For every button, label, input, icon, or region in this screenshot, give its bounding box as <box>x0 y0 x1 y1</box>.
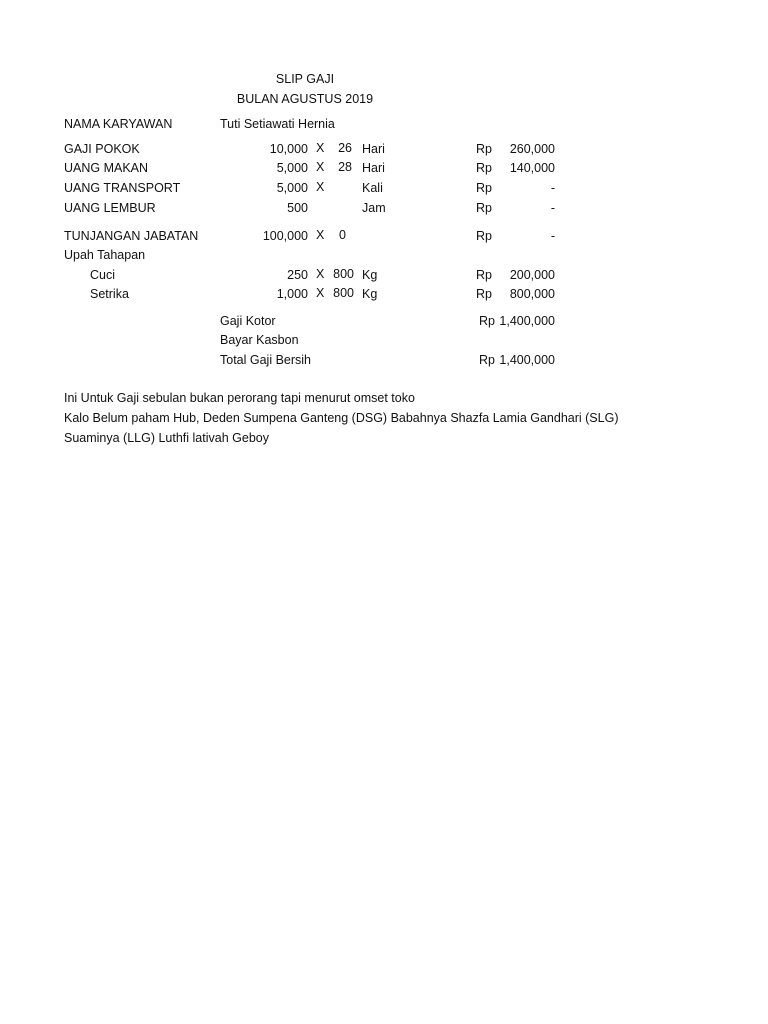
row-rate: 5,000 <box>276 181 308 195</box>
row-rate: 1,000 <box>276 287 308 301</box>
row-unit: Hari <box>362 142 385 156</box>
row-unit: Kg <box>362 268 378 282</box>
row-rate: 100,000 <box>262 229 308 243</box>
net-salary-amount: 1,400,000 <box>499 353 555 367</box>
row-amount: 140,000 <box>509 161 555 175</box>
row-label: UANG TRANSPORT <box>64 181 181 195</box>
row-quantity: 28 <box>338 160 352 174</box>
row-amount: - <box>550 229 555 243</box>
row-rate: 500 <box>287 201 308 215</box>
row-rate: 10,000 <box>269 142 308 156</box>
row-rate: 5,000 <box>276 161 308 175</box>
note-line: Suaminya (LLG) Luthfi lativah Geboy <box>64 431 269 445</box>
row-operator: X <box>316 180 325 194</box>
row-amount: 800,000 <box>509 287 555 301</box>
row-operator: X <box>316 160 325 174</box>
row-rate: 250 <box>287 268 308 282</box>
kasbon-label: Bayar Kasbon <box>220 333 299 347</box>
row-quantity: 0 <box>339 228 346 242</box>
net-salary-label: Total Gaji Bersih <box>220 353 312 367</box>
row-label: GAJI POKOK <box>64 142 140 156</box>
row-amount: - <box>550 201 555 215</box>
row-currency: Rp <box>476 142 492 156</box>
row-currency: Rp <box>476 229 492 243</box>
row-quantity: 26 <box>338 141 352 155</box>
row-unit: Kali <box>362 181 383 195</box>
row-currency: Rp <box>476 161 492 175</box>
slip-period: BULAN AGUSTUS 2019 <box>236 92 374 106</box>
row-amount: 200,000 <box>509 268 555 282</box>
row-operator: X <box>316 286 325 300</box>
row-operator: X <box>316 141 325 155</box>
gross-salary-currency: Rp <box>479 314 495 328</box>
row-currency: Rp <box>476 287 492 301</box>
employee-label: NAMA KARYAWAN <box>64 117 173 131</box>
row-unit: Hari <box>362 161 385 175</box>
gross-salary-label: Gaji Kotor <box>220 314 276 328</box>
gross-salary-amount: 1,400,000 <box>499 314 555 328</box>
slip-title: SLIP GAJI <box>275 72 335 86</box>
upah-section-label: Upah Tahapan <box>64 248 146 262</box>
row-operator: X <box>316 228 325 242</box>
row-unit: Jam <box>362 201 386 215</box>
row-quantity: 800 <box>333 286 354 300</box>
row-label: UANG MAKAN <box>64 161 149 175</box>
net-salary-currency: Rp <box>479 353 495 367</box>
row-unit: Kg <box>362 287 378 301</box>
row-amount: 260,000 <box>509 142 555 156</box>
row-currency: Rp <box>476 181 492 195</box>
note-line: Kalo Belum paham Hub, Deden Sumpena Ganteng (DSG) Babahnya Shazfa Lamia Gandhari (SLG) <box>64 411 619 425</box>
row-currency: Rp <box>476 268 492 282</box>
row-amount: - <box>550 181 555 195</box>
row-label: UANG LEMBUR <box>64 201 156 215</box>
note-line: Ini Untuk Gaji sebulan bukan perorang tapi menurut omset toko <box>64 391 415 405</box>
row-label: Cuci <box>90 268 116 282</box>
row-currency: Rp <box>476 201 492 215</box>
row-label: Setrika <box>90 287 129 301</box>
row-operator: X <box>316 267 325 281</box>
row-quantity: 800 <box>333 267 354 281</box>
row-label: TUNJANGAN JABATAN <box>64 229 199 243</box>
employee-name: Tuti Setiawati Hernia <box>220 117 335 131</box>
